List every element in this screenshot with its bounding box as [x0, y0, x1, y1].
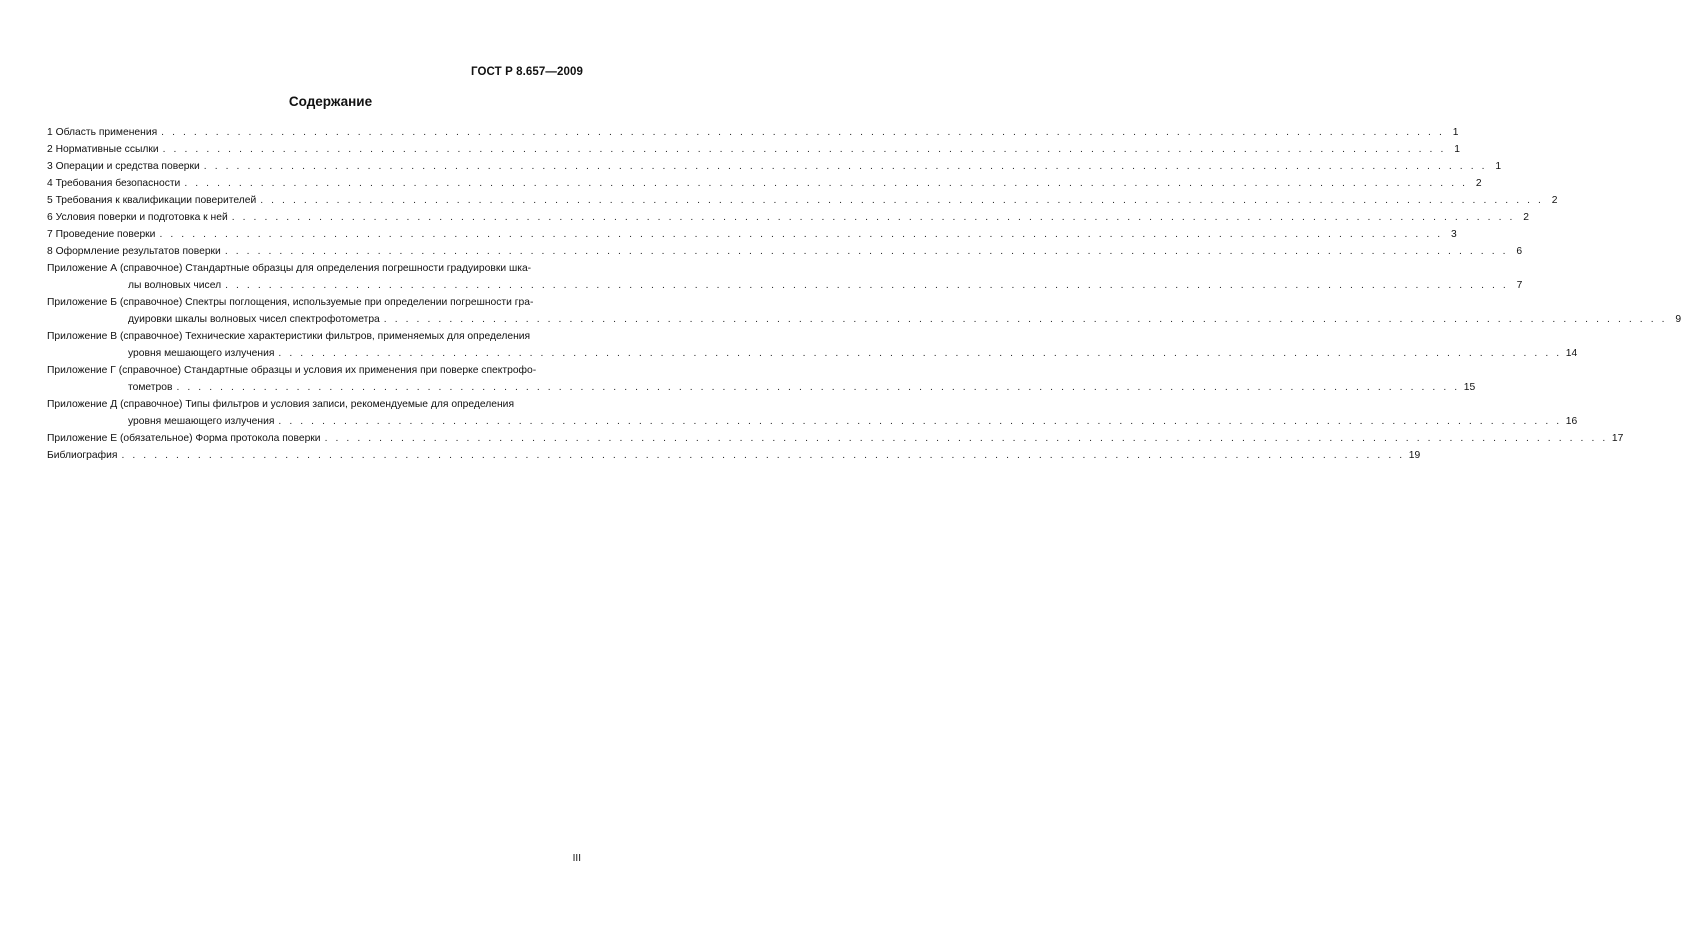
dot-leader	[384, 311, 1667, 328]
toc-item-page: 2	[1523, 212, 1529, 223]
dot-leader	[225, 277, 1508, 294]
dot-leader	[232, 209, 1515, 226]
dot-leader	[204, 158, 1487, 175]
toc-appendix-title: Приложение Б (справочное) Спектры поглощения, используемые при определении погрешности гра-	[47, 297, 534, 308]
toc-item[interactable]	[47, 447, 1421, 464]
toc-item-label: 2 Нормативные ссылки	[47, 144, 159, 155]
page-title: Содержание	[288, 94, 373, 109]
toc-appendix-continuation: тометров	[128, 382, 173, 393]
dot-leader	[159, 226, 1442, 243]
toc-item-label: 7 Проведение поверки	[47, 229, 156, 240]
toc-appendix-title: Приложение В (справочное) Технические характеристики фильтров, применяемых для определения	[47, 331, 531, 342]
toc-item[interactable]	[47, 175, 1482, 192]
toc-item-page: 7	[1516, 280, 1523, 291]
toc-item-label: Библиография	[47, 450, 118, 461]
dot-leader	[176, 379, 1459, 396]
toc-item[interactable]	[47, 192, 1558, 209]
toc-item-page: 2	[1551, 195, 1558, 206]
toc-item-page: 1	[1495, 161, 1502, 172]
toc-item-page: 3	[1451, 229, 1457, 240]
toc-item[interactable]	[47, 430, 1624, 447]
toc-item[interactable]	[47, 141, 1460, 158]
toc-item-page: 1	[1454, 144, 1460, 155]
dot-leader	[161, 124, 1444, 141]
toc-item-label: 3 Операции и средства поверки	[47, 161, 200, 172]
document-code: ГОСТ Р 8.657—2009	[471, 66, 583, 78]
toc-appendix-continuation: уровня мешающего излучения	[128, 348, 275, 359]
toc-item[interactable]	[47, 124, 1459, 141]
toc-item-page: 16	[1565, 416, 1578, 427]
dot-leader	[260, 192, 1543, 209]
toc-appendix[interactable]	[47, 328, 1578, 362]
toc-appendix[interactable]	[47, 294, 1681, 328]
toc-appendix-continuation: лы волновых чисел	[128, 280, 222, 291]
toc-appendix-continuation: уровня мешающего излучения	[128, 416, 275, 427]
toc-item-label: Приложение Е (обязательное) Форма протокола поверки	[47, 433, 321, 444]
table-of-contents	[47, 124, 1681, 464]
toc-item-label: 5 Требования к квалификации поверителей	[47, 195, 257, 206]
toc-appendix-title: Приложение Д (справочное) Типы фильтров и условия записи, рекомендуемые для определения	[47, 399, 515, 410]
dot-leader	[121, 447, 1404, 464]
dot-leader	[184, 175, 1467, 192]
toc-item-page: 6	[1516, 246, 1523, 257]
toc-appendix-title: Приложение А (справочное) Стандартные образцы для определения погрешности градуировки шка-	[47, 263, 532, 274]
dot-leader	[163, 141, 1446, 158]
toc-appendix-continuation: дуировки шкалы волновых чисел спектрофотометра	[128, 314, 380, 325]
toc-item-page: 2	[1475, 178, 1482, 189]
toc-appendix-title: Приложение Г (справочное) Стандартные образцы и условия их применения при поверке спектрофо-	[47, 365, 537, 376]
toc-item[interactable]	[47, 158, 1502, 175]
toc-appendix[interactable]	[47, 260, 1523, 294]
dot-leader	[225, 243, 1508, 260]
toc-item[interactable]	[47, 209, 1529, 226]
toc-appendix[interactable]	[47, 396, 1578, 430]
dot-leader	[278, 413, 1561, 430]
toc-item-label: 4 Требования безопасности	[47, 178, 181, 189]
dot-leader	[325, 430, 1608, 447]
toc-item-label: 6 Условия поверки и подготовка к ней	[47, 212, 228, 223]
toc-item-page: 1	[1452, 127, 1459, 138]
toc-item[interactable]	[47, 226, 1457, 243]
toc-item-page: 14	[1565, 348, 1578, 359]
toc-item-page: 15	[1463, 382, 1476, 393]
page-number: III	[572, 853, 581, 864]
toc-appendix[interactable]	[47, 362, 1476, 396]
toc-item-page: 19	[1408, 450, 1421, 461]
toc-item-page: 17	[1611, 433, 1624, 444]
toc-item-label: 1 Область применения	[47, 127, 158, 138]
toc-item-page: 9	[1675, 314, 1681, 325]
dot-leader	[278, 345, 1561, 362]
toc-item-label: 8 Оформление результатов поверки	[47, 246, 221, 257]
toc-item[interactable]	[47, 243, 1523, 260]
